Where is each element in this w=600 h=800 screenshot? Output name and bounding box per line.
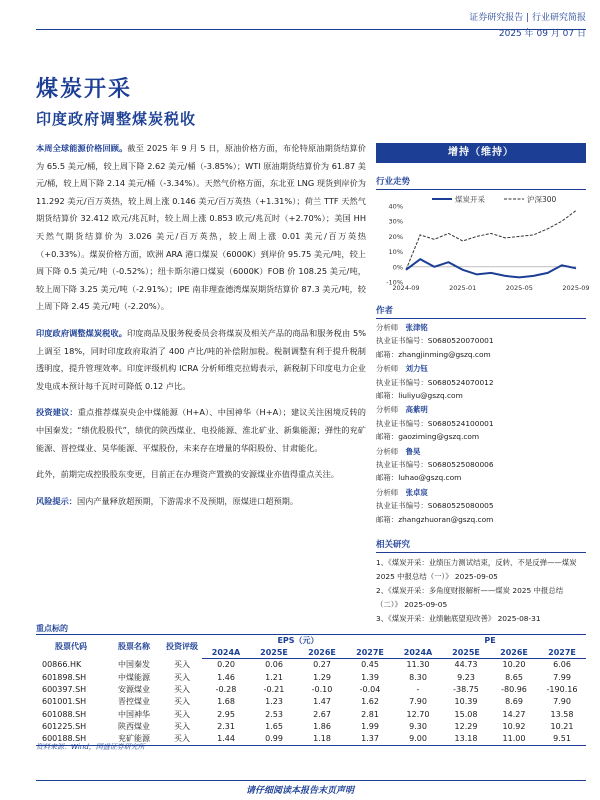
table-cell: 买入 bbox=[174, 672, 190, 682]
author-email[interactable]: luhao@gszq.com bbox=[398, 473, 462, 483]
table-cell: 1.21 bbox=[265, 672, 283, 682]
table-cell: 1.46 bbox=[217, 672, 235, 682]
table-cell: 2.95 bbox=[217, 709, 235, 719]
table-cell: 8.30 bbox=[409, 672, 427, 682]
table-cell: 600397.SH bbox=[42, 684, 87, 694]
author-name: 张卓宸 bbox=[405, 487, 428, 497]
table-cell: 1.68 bbox=[217, 697, 235, 707]
table-cell: 6.06 bbox=[553, 660, 571, 670]
table-cell: 买入 bbox=[174, 722, 190, 732]
table-cell: 7.90 bbox=[409, 697, 427, 707]
trend-chart-svg bbox=[376, 192, 590, 292]
y-axis bbox=[386, 203, 403, 287]
table-cell: 1.39 bbox=[361, 672, 379, 682]
report-date: 2025 年 09 月 07 日 bbox=[498, 29, 586, 39]
trend-chart bbox=[376, 192, 590, 292]
table-cell: 1.65 bbox=[265, 722, 283, 732]
y-tick-label: -10% bbox=[386, 278, 403, 287]
table-cell: 601001.SH bbox=[42, 697, 87, 707]
table-cell: 9.23 bbox=[457, 672, 475, 682]
table-cell: 8.69 bbox=[505, 697, 523, 707]
sidebar bbox=[376, 143, 590, 626]
table-row bbox=[36, 683, 586, 695]
col-header-name: 股票名称 bbox=[106, 635, 162, 659]
author-email[interactable]: gaoziming@gszq.com bbox=[398, 432, 480, 442]
table-cell: 陕西煤业 bbox=[118, 722, 150, 732]
table-cell: 1.47 bbox=[313, 697, 331, 707]
table-cell: 1.37 bbox=[346, 733, 394, 745]
legend-coal: 煤炭开采 bbox=[455, 195, 485, 204]
author-email[interactable]: liuliyu@gszq.com bbox=[398, 391, 463, 401]
table-cell: -0.28 bbox=[215, 684, 237, 694]
col-header-rating: 投资评级 bbox=[162, 635, 202, 659]
y-tick-label: 30% bbox=[388, 217, 403, 226]
col-header-year: 2027E bbox=[346, 647, 394, 659]
author-block: 分析师 高紫明 执业证书编号：S0680524100001 邮箱：gaoziming@gszq.com bbox=[376, 405, 494, 442]
author-name: 鲁昊 bbox=[405, 446, 421, 456]
col-header-year: 2025E bbox=[442, 647, 490, 659]
table-cell: 1.29 bbox=[313, 672, 331, 682]
table-cell: 10.20 bbox=[502, 660, 526, 670]
table-cell: 13.18 bbox=[442, 733, 490, 745]
x-tick-label: 2025-09 bbox=[562, 284, 590, 292]
table-cell: 10.21 bbox=[550, 722, 574, 732]
table-cell: 1.86 bbox=[313, 722, 331, 732]
table-cell: 44.73 bbox=[454, 660, 478, 670]
table-cell: 9.30 bbox=[409, 722, 427, 732]
table-cell: 2.53 bbox=[265, 709, 283, 719]
paragraph-prices: 本周全球能源价格回顾。截至 2025 年 9 月 5 日，原油价格方面，布伦特原油期货结算价为 65.5 美元/桶，较上周下降 2.62 美元/桶（-3.85%）；WTI 原油期货结算价为 61.87 美元/桶，较上周下降 2.14 美元/桶（-3.34%）。天然气价格方面，东北亚 LNG 现货到岸价为 11.292 美元/百万英热，较上周上涨 0.146 美元/百万英热（+1.31%）；荷兰 TTF 天然气期货结算价 32.412 欧元/兆瓦时，较上周上涨 0.853 欧元/兆瓦时（+2.70%）；美国 HH 天然气期货结算价为 3.026 美元/百万英热，较上周上涨 0.01 美元/百万英热（+0.33%）。煤炭价格方面，欧洲 ARA 港口煤炭（6000K）到岸价 95.75 美元/吨，较上周下降 0.5 美元/吨（-0.52%）；纽卡斯尔港口煤炭（6000K）FOB 价 108.25 美元/吨，较上周下降 3.25 美元/吨（-2.91%）；IPE 南非理查德湾煤炭期货结算价 87.3 美元/吨，较上周下降 2.45 美元/吨（-2.20%）。 bbox=[36, 143, 366, 312]
table-cell: 1.23 bbox=[265, 697, 283, 707]
table-cell: 13.58 bbox=[550, 709, 574, 719]
table-row bbox=[36, 708, 586, 720]
table-cell: 12.70 bbox=[406, 709, 430, 719]
table-cell: 买入 bbox=[162, 733, 202, 745]
author-block: 分析师 张津铭 执业证书编号：S0680520070001 邮箱：zhangjinming@gszq.com bbox=[376, 323, 494, 359]
table-cell: 2.67 bbox=[313, 709, 331, 719]
col-header-year: 2024A bbox=[394, 647, 442, 659]
table-cell: 0.06 bbox=[265, 660, 283, 670]
author-email[interactable]: zhangjinming@gszq.com bbox=[398, 349, 491, 359]
author-block: 分析师 刘力钰 执业证书编号：S0680524070012 邮箱：liuliyu@gszq.com bbox=[376, 364, 494, 401]
table-cell: 10.39 bbox=[454, 697, 478, 707]
table-cell: -0.04 bbox=[359, 684, 381, 694]
related-item[interactable]: 1、《煤炭开采：业绩压力测试结束，反转、不是反弹——煤炭 2025 中报总结（一）》 2025-09-05 bbox=[376, 558, 577, 582]
table-row bbox=[36, 720, 586, 732]
author-block: 分析师 张卓宸 执业证书编号：S0680525080005 邮箱：zhangzhuoran@gszq.com bbox=[376, 487, 494, 524]
x-tick-label: 2025-05 bbox=[505, 284, 533, 292]
table-cell: 9.00 bbox=[394, 733, 442, 745]
report-header bbox=[469, 10, 586, 42]
series-line-coal bbox=[406, 259, 576, 277]
table-cell: 1.62 bbox=[361, 697, 379, 707]
col-header-eps: EPS（元） bbox=[202, 635, 394, 647]
paragraph-risk: 风险提示：国内产量释放超预期，下游需求不及预期，原煤进口超预期。 bbox=[36, 495, 299, 506]
x-tick-label: 2025-01 bbox=[449, 284, 477, 292]
table-cell: 买入 bbox=[174, 684, 190, 694]
source-note: 资料来源：Wind，国盛证券研究所 bbox=[36, 743, 145, 751]
paragraph-advice: 投资建议：重点推荐煤炭央企中煤能源（H+A）、中国神华（H+A）；建议关注困境反转的中国秦发；“绩优股股代”，绩优的陕西煤业、电投能源、淮北矿业、新集能源；弹性的兖矿能源、晋控煤业、昊华能源、平煤股份，未来存在增量的华阳股份、甘肃能化。 bbox=[36, 407, 366, 453]
industry-name: 煤炭开采 bbox=[36, 76, 133, 102]
trend-section-title: 行业走势 bbox=[376, 175, 586, 190]
y-tick-label: 0% bbox=[392, 263, 403, 272]
table-cell: - bbox=[416, 684, 420, 694]
table-cell: 2.31 bbox=[217, 722, 235, 732]
author-block: 分析师 鲁昊 执业证书编号：S0680525080006 邮箱：luhao@gszq.com bbox=[376, 446, 494, 483]
table-cell: 买入 bbox=[174, 660, 190, 670]
table-row bbox=[36, 671, 586, 683]
report-title: 印度政府调整煤炭税收 bbox=[36, 110, 197, 128]
table-cell: 11.00 bbox=[490, 733, 538, 745]
table-cell: 7.90 bbox=[553, 697, 571, 707]
table-cell: 晋控煤业 bbox=[118, 697, 150, 707]
footer-disclaimer: 请仔细阅读本报告末页声明 bbox=[245, 786, 354, 796]
table-cell: 中煤能源 bbox=[118, 672, 150, 682]
table-cell: -0.10 bbox=[311, 684, 333, 694]
series-line-hs300 bbox=[406, 211, 576, 270]
author-name: 高紫明 bbox=[405, 405, 428, 415]
table-cell: 1.44 bbox=[202, 733, 250, 745]
related-section-title: 相关研究 bbox=[376, 538, 586, 553]
authors-section-title: 作者 bbox=[376, 304, 586, 319]
table-cell: 0.45 bbox=[361, 660, 379, 670]
col-header-year: 2026E bbox=[490, 647, 538, 659]
table-cell: -38.75 bbox=[453, 684, 479, 694]
table-row bbox=[36, 659, 586, 671]
legend-hs300: 沪深300 bbox=[527, 195, 557, 204]
stocks-table bbox=[36, 634, 586, 746]
table-cell: 15.08 bbox=[454, 709, 478, 719]
related-item[interactable]: 3、《煤炭开采：业绩触底望迎改善》 2025-08-31 bbox=[376, 614, 541, 624]
y-tick-label: 10% bbox=[388, 248, 403, 257]
table-cell: 0.99 bbox=[250, 733, 298, 745]
col-header-pe: PE bbox=[394, 635, 586, 647]
table-cell: 买入 bbox=[174, 709, 190, 719]
authors-list bbox=[376, 321, 586, 526]
author-email[interactable]: zhangzhuoran@gszq.com bbox=[398, 514, 494, 524]
table-cell: 7.99 bbox=[553, 672, 571, 682]
x-tick-label: 2024-09 bbox=[392, 284, 420, 292]
table-cell: 0.27 bbox=[313, 660, 331, 670]
table-cell: 兖矿能源 bbox=[106, 733, 162, 745]
rating-badge: 增持（维持） bbox=[376, 143, 586, 163]
table-cell: 安源煤业 bbox=[118, 684, 150, 694]
author-name: 张津铭 bbox=[405, 323, 428, 332]
paragraph-tax: 印度政府调整煤炭税收。印度商品及服务税委员会将煤炭及相关产品的商品和服务税由 5%上调至 18%，同时印度政府取消了 400 卢比/吨的补偿附加税。税制调整有利于提升税制透明度，提升管理效率。印度评级机构 ICRA 分析师维克拉姆表示，新税制下印度电力企业发电成本预计每千瓦时可降低 0.12 卢比。 bbox=[36, 327, 366, 391]
x-axis bbox=[392, 284, 589, 292]
report-type: 证券研究报告 | 行业研究简报 bbox=[469, 13, 586, 23]
col-header-code: 股票代码 bbox=[36, 635, 106, 659]
table-cell: 中国秦发 bbox=[118, 660, 150, 670]
col-header-year: 2026E bbox=[298, 647, 346, 659]
footer-divider bbox=[36, 780, 586, 781]
table-cell: 买入 bbox=[174, 697, 190, 707]
table-cell: 1.99 bbox=[361, 722, 379, 732]
col-header-year: 2024A bbox=[202, 647, 250, 659]
paragraph-extra: 此外，前期完成控股股东变更，目前正在办理资产置换的安源煤业亦值得重点关注。 bbox=[36, 469, 339, 480]
table-cell: 10.92 bbox=[502, 722, 526, 732]
related-list bbox=[376, 556, 586, 626]
table-cell: 0.20 bbox=[217, 660, 235, 670]
y-tick-label: 40% bbox=[388, 202, 403, 211]
header-divider bbox=[36, 29, 586, 30]
table-cell: 9.51 bbox=[538, 733, 586, 745]
table-cell: 600188.SH bbox=[36, 733, 106, 745]
stocks-table-title: 重点标的 bbox=[36, 624, 68, 633]
table-cell: -80.96 bbox=[501, 684, 527, 694]
table-cell: 中国神华 bbox=[118, 709, 150, 719]
table-cell: 601225.SH bbox=[42, 722, 87, 732]
table-cell: 12.29 bbox=[454, 722, 478, 732]
table-cell: 00866.HK bbox=[42, 660, 82, 670]
col-header-year: 2025E bbox=[250, 647, 298, 659]
table-cell: 14.27 bbox=[502, 709, 526, 719]
related-item[interactable]: 2、《煤炭开采：多角度财报解析——煤炭 2025 中报总结（二）》 2025-09-05 bbox=[376, 586, 564, 610]
table-cell: -190.16 bbox=[546, 684, 578, 694]
table-cell: 11.30 bbox=[406, 660, 430, 670]
table-cell: 8.65 bbox=[505, 672, 523, 682]
table-cell: -0.21 bbox=[263, 684, 285, 694]
main-text bbox=[36, 140, 366, 519]
author-name: 刘力钰 bbox=[405, 364, 428, 374]
stocks-table-body bbox=[36, 659, 586, 746]
table-cell: 601898.SH bbox=[42, 672, 87, 682]
table-cell: 1.18 bbox=[298, 733, 346, 745]
col-header-year: 2027E bbox=[538, 647, 586, 659]
table-cell: 601088.SH bbox=[42, 709, 87, 719]
table-cell: 2.81 bbox=[361, 709, 379, 719]
y-tick-label: 20% bbox=[388, 232, 403, 241]
table-row bbox=[36, 696, 586, 708]
